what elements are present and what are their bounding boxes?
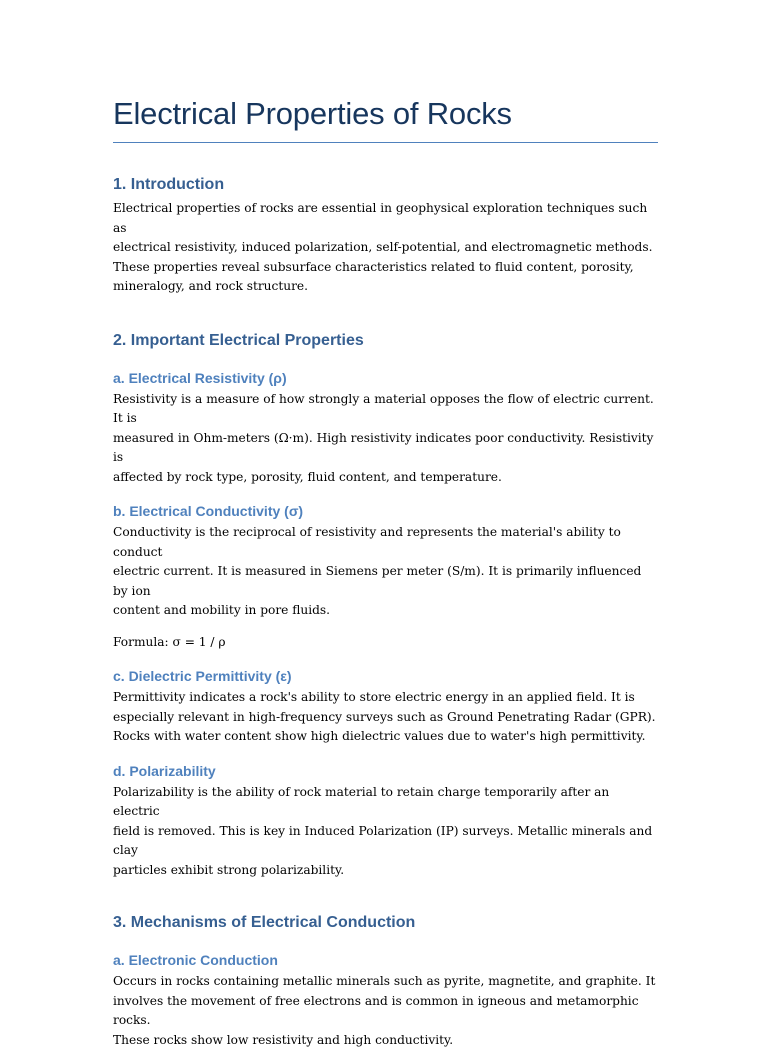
text-line: mineralogy, and rock structure. (113, 277, 658, 297)
text-line: especially relevant in high-frequency surveys such as Ground Penetrating Radar (GPR). (113, 708, 658, 728)
text-line: measured in Ohm-meters (Ω·m). High resistivity indicates poor conductivity. Resistivity is (113, 429, 658, 468)
paragraph-resistivity (113, 390, 658, 488)
section-heading-mechanisms: 3. Mechanisms of Electrical Conduction (113, 912, 658, 934)
text-line: affected by rock type, porosity, fluid content, and temperature. (113, 468, 658, 488)
paragraph-electronic-conduction (113, 972, 658, 1050)
paragraph-permittivity (113, 688, 658, 747)
text-line: These rocks show low resistivity and high conductivity. (113, 1031, 658, 1050)
subheading-resistivity: a. Electrical Resistivity (ρ) (113, 368, 658, 388)
text-line: Polarizability is the ability of rock material to retain charge temporarily after an electric (113, 783, 658, 822)
paragraph-conductivity (113, 523, 658, 621)
text-line: electrical resistivity, induced polarization, self-potential, and electromagnetic methods. (113, 238, 658, 258)
text-line: particles exhibit strong polarizability. (113, 861, 658, 881)
text-line: field is removed. This is key in Induced Polarization (IP) surveys. Metallic minerals and clay (113, 822, 658, 861)
text-line: content and mobility in pore fluids. (113, 601, 658, 621)
paragraph-introduction (113, 199, 658, 297)
text-line: involves the movement of free electrons and is common in igneous and metamorphic rocks. (113, 992, 658, 1031)
formula-conductivity: Formula: σ = 1 / ρ (113, 633, 658, 653)
paragraph-polarizability (113, 783, 658, 881)
text-line: Conductivity is the reciprocal of resistivity and represents the material's ability to conduct (113, 523, 658, 562)
section-heading-properties: 2. Important Electrical Properties (113, 330, 658, 352)
subheading-electronic-conduction: a. Electronic Conduction (113, 950, 658, 970)
subheading-polarizability: d. Polarizability (113, 761, 658, 781)
text-line: Electrical properties of rocks are essential in geophysical exploration techniques such as (113, 199, 658, 238)
text-line: Rocks with water content show high dielectric values due to water's high permittivity. (113, 727, 658, 747)
text-line: Resistivity is a measure of how strongly a material opposes the flow of electric current. It is (113, 390, 658, 429)
document-title: Electrical Properties of Rocks (113, 94, 658, 143)
document-page (113, 94, 658, 1050)
text-line: Permittivity indicates a rock's ability to store electric energy in an applied field. It is (113, 688, 658, 708)
subheading-conductivity: b. Electrical Conductivity (σ) (113, 501, 658, 521)
subheading-permittivity: c. Dielectric Permittivity (ε) (113, 666, 658, 686)
text-line: electric current. It is measured in Siemens per meter (S/m). It is primarily influenced by ion (113, 562, 658, 601)
text-line: These properties reveal subsurface characteristics related to fluid content, porosity, (113, 258, 658, 278)
section-heading-introduction: 1. Introduction (113, 174, 658, 196)
text-line: Occurs in rocks containing metallic minerals such as pyrite, magnetite, and graphite. It (113, 972, 658, 992)
